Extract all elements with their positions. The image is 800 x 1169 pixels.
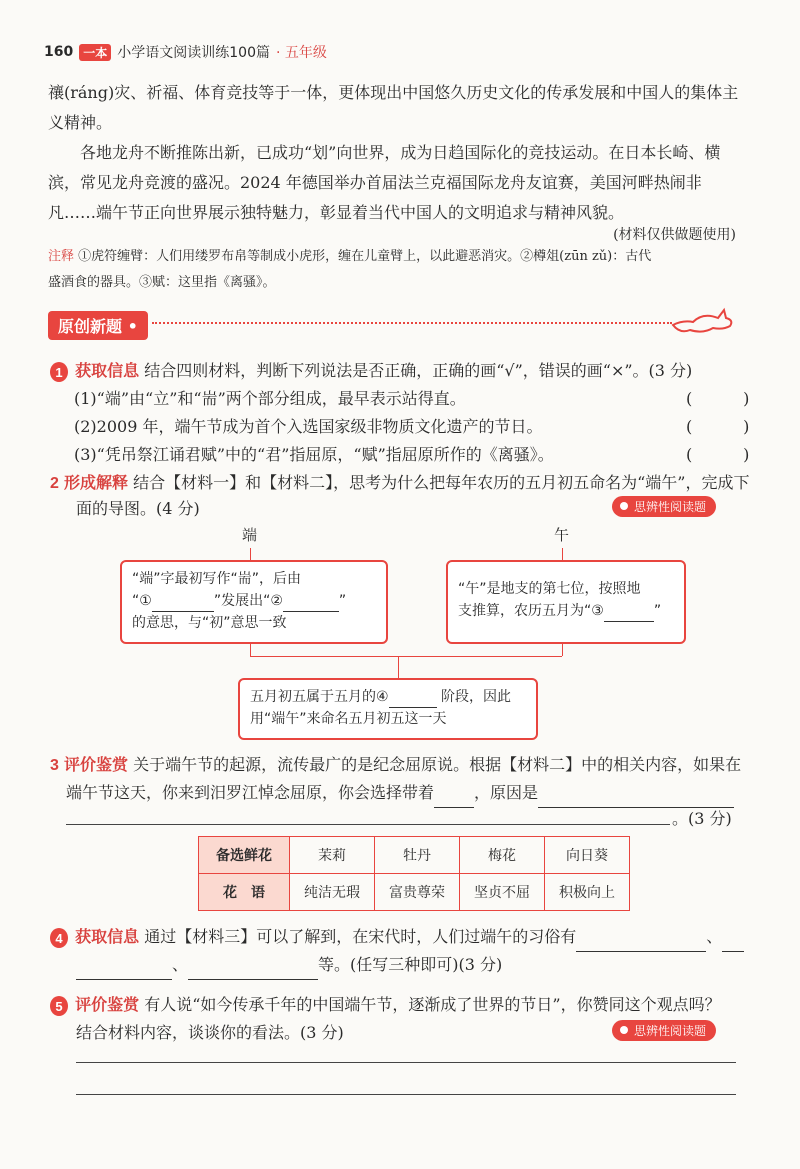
dotted-divider bbox=[152, 322, 672, 324]
passage-p1-line1: 禳(ráng)灾、祈福、体育竞技等于一体，更体现出中国悠久历史文化的传承发展和中国人的集体主 bbox=[48, 83, 739, 102]
q5-tag: 评价鉴赏 bbox=[75, 995, 140, 1014]
q3-flower-blank[interactable] bbox=[434, 807, 474, 808]
box3-line1: 五月初五属于五月的④ 阶段，因此 bbox=[250, 686, 526, 708]
notes-line2: 盛酒食的器具。③赋：这里指《离骚》。 bbox=[48, 275, 276, 290]
table-cell: 茉莉 bbox=[290, 837, 375, 874]
q3-tag: 评价鉴赏 bbox=[64, 755, 129, 774]
notes-label: 注释 bbox=[48, 249, 75, 264]
q1-number-icon: 1 bbox=[50, 362, 68, 382]
q1-item-1: (1)“端”由“立”和“耑”两个部分组成，最早表示站得直。 bbox=[74, 389, 466, 408]
table-cell: 纯洁无瑕 bbox=[290, 874, 375, 911]
q3-text-line1: 关于端午节的起源，流传最广的是纪念屈原说。根据【材料二】中的相关内容，如果在 bbox=[133, 755, 742, 774]
q4-line2: 、 等。(任写三种即可)(3 分) bbox=[76, 950, 502, 980]
flower-table bbox=[198, 836, 630, 911]
q1-answer-1[interactable]: ( ) bbox=[686, 389, 750, 408]
table-cell: 富贵尊荣 bbox=[375, 874, 460, 911]
q5-answer-line-2[interactable] bbox=[76, 1094, 736, 1095]
q4-number-icon: 4 bbox=[50, 928, 68, 948]
q3-prompt bbox=[50, 750, 741, 781]
notes bbox=[48, 244, 651, 296]
passage-p1-line2: 义精神。 bbox=[48, 113, 113, 132]
q4-text-line1: 通过【材料三】可以了解到，在宋代时，人们过端午的习俗有 bbox=[144, 927, 577, 946]
q3-text-line2: 端午节这天，你来到汨罗江悼念屈原，你会选择带着 ，原因是 bbox=[66, 778, 736, 808]
table-row bbox=[199, 837, 630, 874]
source-note: (材料仅供做题使用) bbox=[613, 227, 736, 243]
q5-text-line2: 结合材料内容，谈谈你的看法。(3 分) bbox=[76, 1023, 344, 1042]
q3-answer-line[interactable] bbox=[66, 824, 670, 825]
box3-line2: 用“端午”来命名五月初五这一天 bbox=[250, 711, 447, 727]
connector bbox=[250, 644, 251, 656]
page-number: 160 bbox=[44, 44, 74, 60]
passage-p2-line2: 滨，常见龙舟竞渡的盛况。2024 年德国举办首届法兰克福国际龙舟友谊赛，美国河畔热闹非 bbox=[48, 173, 702, 192]
box1-line3: 的意思，与“初”意思一致 bbox=[132, 615, 287, 631]
q4-blank-1[interactable] bbox=[576, 951, 706, 952]
table-header-cell: 花 语 bbox=[199, 874, 290, 911]
q5-number-icon: 5 bbox=[50, 996, 68, 1016]
q3-number: 3 bbox=[50, 757, 59, 774]
table-cell: 向日葵 bbox=[545, 837, 630, 874]
passage-p2-line1: 各地龙舟不断推陈出新，已成功“划”向世界，成为日趋国际化的竞技运动。在日本长崎、横 bbox=[80, 143, 721, 162]
q2-tag: 形成解释 bbox=[64, 473, 129, 492]
table-cell: 坚贞不屈 bbox=[460, 874, 545, 911]
q1-item-3: (3)“凭吊祭江诵君赋”中的“君”指屈原，“赋”指屈原所作的《离骚》。 bbox=[74, 445, 554, 464]
box2-line2: 支推算，农历五月为“③ ” bbox=[458, 600, 674, 622]
box2-line1: “午”是地支的第七位，按照地 bbox=[458, 581, 641, 597]
q5-text-line1: 有人说“如今传承千年的中国端午节，逐渐成了世界的节日”，你赞同这个观点吗？ bbox=[144, 995, 721, 1014]
critical-reading-badge: 思辨性阅读题 bbox=[612, 496, 716, 517]
q2-text-line2: 面的导图。(4 分) bbox=[76, 499, 200, 518]
grade-label: · 五年级 bbox=[275, 45, 327, 61]
page-header bbox=[44, 42, 327, 62]
critical-reading-badge: 思辨性阅读题 bbox=[612, 1020, 716, 1041]
box1-line2: “① ”发展出“② ” bbox=[132, 590, 376, 612]
q2-text-line1: 结合【材料一】和【材料二】，思考为什么把每年农历的五月初五命名为“端午”，完成下 bbox=[133, 473, 750, 492]
q4-blank-3[interactable] bbox=[188, 979, 318, 980]
q3-score: 。(3 分) bbox=[672, 809, 732, 828]
q4-blank-2b[interactable] bbox=[76, 979, 172, 980]
connector bbox=[562, 644, 563, 656]
diagram-box-wu bbox=[446, 560, 686, 644]
connector bbox=[398, 656, 399, 678]
blank-3[interactable] bbox=[604, 621, 654, 622]
notes-line1: ①虎符缠臂：人们用缕罗布帛等制成小虎形，缠在儿童臂上，以此避恶消灾。②樽俎(zūn zǔ)：古代 bbox=[78, 249, 652, 264]
cat-icon bbox=[668, 300, 738, 340]
table-cell: 积极向上 bbox=[545, 874, 630, 911]
diagram-box-duan bbox=[120, 560, 388, 644]
table-header-cell: 备选鲜花 bbox=[199, 837, 290, 874]
connector bbox=[250, 656, 562, 657]
book-title: 小学语文阅读训练100篇 bbox=[117, 45, 270, 61]
blank-2[interactable] bbox=[283, 611, 339, 612]
diagram-box-result bbox=[238, 678, 538, 740]
q1-tag: 获取信息 bbox=[75, 361, 140, 380]
q1-item-2: (2)2009 年，端午节成为首个入选国家级非物质文化遗产的节日。 bbox=[74, 417, 543, 436]
q1-text: 结合四则材料，判断下列说法是否正确，正确的画“√”，错误的画“×”。(3 分) bbox=[144, 361, 693, 380]
table-cell: 梅花 bbox=[460, 837, 545, 874]
q1-prompt bbox=[50, 356, 692, 386]
q5-answer-line-1[interactable] bbox=[76, 1062, 736, 1063]
logo: 一本 bbox=[79, 44, 111, 61]
char-duan: 端 bbox=[242, 526, 258, 544]
q2-number: 2 bbox=[50, 475, 59, 492]
table-cell: 牡丹 bbox=[375, 837, 460, 874]
q1-answer-3[interactable]: ( ) bbox=[686, 445, 750, 464]
table-row bbox=[199, 874, 630, 911]
passage-p2-line3: 凡……端午节正向世界展示独特魅力，彰显着当代中国人的文明追求与精神风貌。 bbox=[48, 203, 625, 222]
section-title: 原创新题 • bbox=[48, 311, 148, 340]
box1-line1: “端”字最初写作“耑”，后由 bbox=[132, 571, 302, 587]
char-wu: 午 bbox=[554, 526, 570, 544]
q5-prompt bbox=[50, 990, 721, 1020]
q4-blank-2[interactable] bbox=[722, 951, 744, 952]
q4-tag: 获取信息 bbox=[75, 927, 140, 946]
q4-prompt: 4 获取信息 通过【材料三】可以了解到，在宋代时，人们过端午的习俗有 、 bbox=[50, 922, 750, 952]
q1-answer-2[interactable]: ( ) bbox=[686, 417, 750, 436]
